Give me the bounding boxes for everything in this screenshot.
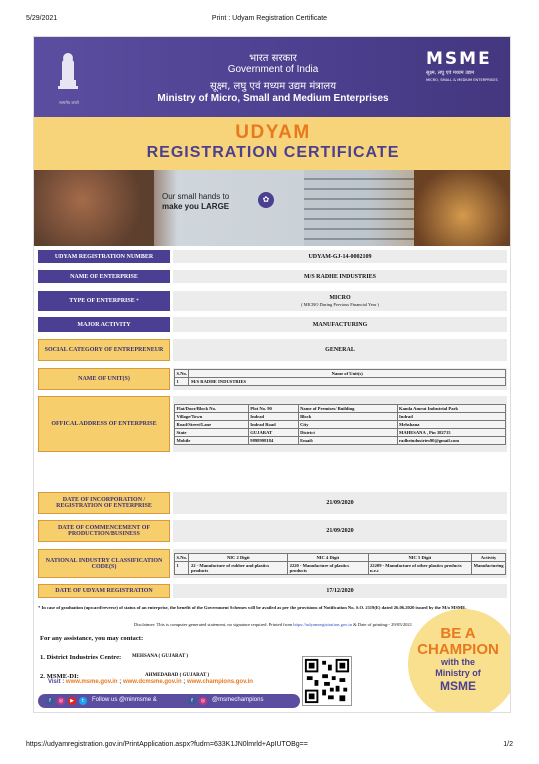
table-header-cell: S.No.: [176, 554, 187, 560]
name-label: NAME OF ENTERPRISE: [38, 270, 170, 283]
facebook-icon[interactable]: f: [188, 697, 196, 705]
table-cell: M/S RADHE INDUSTRIES: [189, 378, 506, 386]
commencement-label: DATE OF COMMENCEMENT OF PRODUCTION/BUSINESS: [38, 520, 170, 542]
table-cell: Manufacturing: [472, 561, 506, 574]
instagram-icon[interactable]: ◎: [200, 698, 206, 704]
office-photo: [304, 170, 424, 246]
commencement-row: [34, 518, 511, 544]
disclaimer-link[interactable]: https://udyamregistration.gov.in: [293, 622, 352, 627]
small-emblem-icon: ✿: [258, 192, 274, 208]
table-header-row: [175, 553, 506, 561]
table-header-cell: Activity: [472, 553, 506, 561]
type-row: [34, 289, 511, 313]
social-value: GENERAL: [173, 339, 507, 361]
table-row: [175, 404, 506, 412]
disclaimer: Disclaimer: This is computer generated statement, no signature required. Printed from https://udyamregistration.gov.in & Date of printing:- 29/05/2021: [133, 622, 413, 627]
table-cell: 2220 - Manufacture of plastics products: [288, 561, 368, 574]
title-udyam: UDYAM: [235, 122, 311, 143]
registration-date-value: 17/12/2020: [173, 584, 507, 598]
print-date: 5/29/2021: [26, 15, 58, 22]
incorporation-row: [34, 490, 511, 516]
table-row: [175, 412, 506, 420]
registration-date-row: [34, 582, 511, 600]
graduation-footnote: * In case of graduation (upward/reverse) of status of an enterprise, the benefit of the Government Schemes will be availed as per the provisions of Notification No. S.O. 2119(E) dated 26.06.2020 issued by the M/o MSME.: [38, 605, 467, 610]
table-cell: Mehshana: [397, 420, 506, 428]
msme-site-link[interactable]: www.msme.gov.in: [65, 679, 118, 685]
certificate-title: [34, 117, 511, 170]
activity-row: [34, 315, 511, 333]
table-row: [175, 428, 506, 436]
gov-hindi: भारत सरकार: [249, 53, 297, 64]
table-row: [175, 420, 506, 428]
craft-photo: [414, 170, 511, 246]
qr-code-icon: [302, 656, 352, 706]
type-value: MICRO ( MICRO During Previous Financial Year ): [173, 291, 507, 311]
table-cell: Village/Town: [175, 412, 249, 420]
registration-date-label: DATE OF UDYAM REGISTRATION: [38, 584, 170, 598]
table-cell: City: [298, 420, 397, 428]
social-row: [34, 337, 511, 363]
social-label: SOCIAL CATEGORY OF ENTREPRENEUR: [38, 339, 170, 361]
table-cell: MAHESANA , Pin 382715: [397, 428, 506, 436]
table-cell: Email:: [298, 436, 397, 444]
table-cell: 9898998184: [248, 436, 298, 444]
table-row: [175, 378, 506, 386]
social-follow-bar: [38, 694, 300, 708]
ministry-english: Ministry of Micro, Small and Medium Enterprises: [157, 93, 389, 104]
page-url: https://udyamregistration.gov.in/PrintApplication.aspx?fudrn=633K1JN0lmrld+ApIUTOBg==: [26, 741, 308, 748]
table-cell: 1: [175, 378, 189, 386]
nic-label: NATIONAL INDUSTRY CLASSIFICATION CODE(S): [38, 549, 170, 578]
incorporation-value: 21/09/2020: [173, 492, 507, 514]
table-cell: Indrad Road: [248, 420, 298, 428]
table-cell: State: [175, 428, 249, 436]
slogan-line-2: make you LARGE: [162, 202, 230, 211]
units-label: NAME OF UNIT(S): [38, 368, 170, 390]
msme-logo-sub-english: MICRO, SMALL & MEDIUM ENTERPRISES: [426, 78, 498, 82]
urn-label: UDYAM REGISTRATION NUMBER: [38, 250, 170, 263]
table-header-cell: NIC 2 Digit: [189, 553, 288, 561]
champions-site-link[interactable]: www.champions.gov.in: [186, 679, 253, 685]
page-number: 1/2: [503, 741, 513, 748]
table-cell: Road/Street/Lane: [175, 420, 249, 428]
name-value: M/S RADHE INDUSTRIES: [173, 270, 507, 283]
table-cell: 1: [175, 561, 189, 574]
table-header-cell: S.No.: [176, 371, 187, 376]
gov-english: Government of India: [227, 64, 319, 75]
dcmsme-site-link[interactable]: www.dcmsme.gov.in: [122, 679, 182, 685]
twitter-icon[interactable]: t: [79, 697, 87, 705]
table-cell: Flat/Door/Block No.: [175, 404, 249, 412]
urn-value: UDYAM-GJ-14-0002109: [173, 250, 507, 263]
table-cell: 22209 - Manufacture of other plastics products n.e.c: [368, 561, 472, 574]
facebook-icon[interactable]: f: [46, 697, 54, 705]
table-cell: Mobile: [175, 436, 249, 444]
table-cell: Kamla Amrut Industrial Park: [397, 404, 506, 412]
instagram-icon[interactable]: ◎: [58, 698, 64, 704]
youtube-icon[interactable]: ▶: [68, 697, 76, 705]
table-header-cell: NIC 4 Digit: [288, 553, 368, 561]
table-header-row: [175, 370, 506, 378]
address-label: OFFICAL ADDRESS OF ENTERPRISE: [38, 396, 170, 452]
msme-di-value: AHMEDABAD ( GUJARAT ): [145, 673, 210, 678]
table-cell: Plot No. 90: [248, 404, 298, 412]
title-registration-certificate: REGISTRATION CERTIFICATE: [146, 144, 400, 161]
table-row: [175, 436, 506, 444]
photo-strip: [34, 170, 511, 246]
msme-di-label: 2. MSME-DI:: [40, 673, 79, 680]
artisan-photo: [34, 170, 154, 246]
government-banner: [34, 37, 511, 117]
name-row: [34, 268, 511, 286]
ministry-hindi: सूक्ष्म, लघु एवं मध्यम उद्यम मंत्रालय: [210, 81, 336, 92]
champion-line-2: CHAMPION: [417, 641, 499, 658]
certificate: [33, 36, 511, 713]
address-row: [34, 394, 511, 454]
table-cell: Name of Premises/ Building: [298, 404, 397, 412]
incorporation-label: DATE OF INCORPORATION / REGISTRATION OF ENTERPRISE: [38, 492, 170, 514]
table-cell: Block: [298, 412, 397, 420]
commencement-value: 21/09/2020: [173, 520, 507, 542]
units-row: [34, 366, 511, 392]
table-cell: radheindustries90@gmail.com: [397, 436, 506, 444]
activity-value: MANUFACTURING: [173, 317, 507, 332]
activity-label: MAJOR ACTIVITY: [38, 317, 170, 332]
table-cell: Indrad: [248, 412, 298, 420]
dic-value: MEHSANA ( GUJARAT ): [132, 654, 189, 659]
units-table: [173, 368, 507, 390]
nic-table: [173, 549, 507, 578]
table-row: [175, 561, 506, 574]
print-title: Print : Udyam Registration Certificate: [211, 15, 328, 22]
emblem-caption: सत्यमेव जयते: [59, 100, 79, 105]
table-cell: GUJARAT: [248, 428, 298, 436]
table-cell: Indrad: [397, 412, 506, 420]
follow-handle: @msmechampions: [212, 697, 264, 703]
msme-logo: MSME: [426, 49, 492, 69]
champion-line-4: Ministry of: [435, 668, 481, 678]
table-cell: 22 - Manufacture of rubber and plastics products: [189, 561, 288, 574]
msme-logo-sub-hindi: सूक्ष्म, लघु एवं मध्यम उद्यम: [426, 70, 475, 76]
champion-line-3: with the: [441, 657, 475, 667]
follow-text: Follow us @minmsme &: [92, 697, 157, 703]
champion-line-5: MSME: [440, 679, 476, 693]
assistance-heading: For any assistance, you may contact:: [40, 635, 144, 642]
dic-label: 1. District Industries Centre:: [40, 654, 122, 661]
visit-links: Visit : www.msme.gov.in ; www.dcmsme.gov.in ; www.champions.gov.in: [48, 679, 253, 685]
nic-row: [34, 547, 511, 579]
slogan-line-1: Our small hands to: [162, 192, 230, 201]
table-header-cell: Name of Unit(s): [189, 370, 506, 378]
urn-row: [34, 248, 511, 266]
address-table: [173, 396, 507, 452]
table-header-cell: NIC 5 Digit: [368, 553, 472, 561]
table-cell: District: [298, 428, 397, 436]
type-label: TYPE OF ENTERPRISE *: [38, 291, 170, 311]
champion-line-1: BE A: [440, 625, 476, 642]
